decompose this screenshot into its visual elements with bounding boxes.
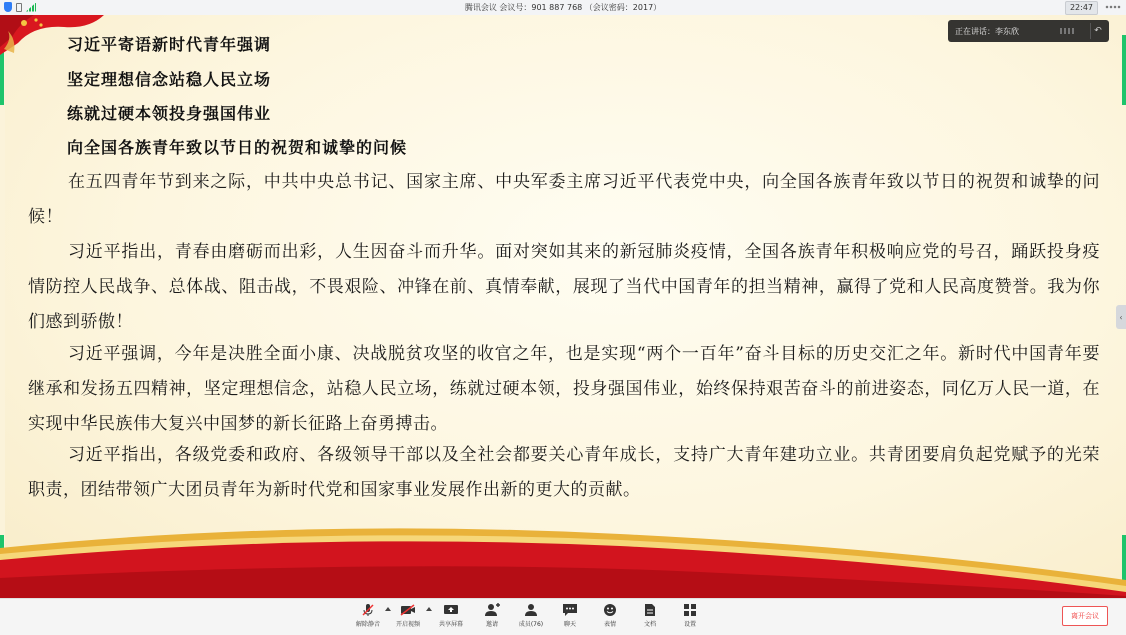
shared-screen (0, 15, 1126, 598)
window-menu-icon[interactable] (1105, 3, 1121, 11)
share-screen-button[interactable] (431, 603, 471, 633)
emoji-label: 表情 (603, 621, 616, 628)
slide-heading-2: 坚定理想信念站稳人民立场 (67, 70, 272, 89)
speaker-label: 正在讲话：李东欣 (955, 27, 1019, 36)
slide-paragraph-2: 习近平指出，青春由磨砺而出彩，人生因奋斗而升华。面对突如其来的新冠肺炎疫情，全国各族青年积极响应党的号召，踊跃投身疫情防控人民战争、总体战、阻击战，不畏艰险、冲锋在前、真情奉献，展现了当代中国青年的担当精神，赢得了党和人民高度赞誉。我为你们感到骄傲！ (28, 242, 1100, 332)
speaker-indicator (948, 20, 1109, 42)
chat-label: 聊天 (563, 621, 576, 628)
share-screen-label: 共享屏幕 (438, 621, 463, 628)
settings-label: 设置 (683, 621, 696, 628)
add-user-icon (484, 603, 500, 617)
collapse-panel-handle[interactable]: ‹ (1116, 305, 1126, 329)
slide-paragraph-3: 习近平强调，今年是决胜全面小康、决战脱贫攻坚的收官之年，也是实现“两个一百年”奋斗目标的历史交汇之年。新时代中国青年要继承和发扬五四精神，坚定理想信念，站稳人民立场，练就过硬本领，投身强国伟业，始终保持艰苦奋斗的前进姿态，同亿万人民一道，在实现中华民族伟大复兴中国梦的新长征路上奋勇搏击。 (28, 344, 1100, 434)
start-video-label: 开启视频 (395, 621, 420, 628)
meeting-timer: 22:47 (1065, 1, 1098, 15)
emoji-icon (602, 603, 618, 617)
documents-label: 文档 (643, 621, 656, 628)
chat-button[interactable] (550, 603, 590, 633)
members-button[interactable] (511, 603, 551, 633)
audio-level-icon (1060, 28, 1076, 34)
invite-label: 邀请 (485, 621, 498, 628)
title-bar (0, 0, 1126, 16)
start-video-button[interactable] (388, 603, 428, 633)
chat-icon (562, 603, 578, 617)
documents-button[interactable] (630, 603, 670, 633)
slide-paragraph-4: 习近平指出，各级党委和政府、各级领导干部以及全社会都要关心青年成长，支持广大青年建功立业。共青团要肩负起党赋予的光荣职责，团结带领广大团员青年为新时代党和国家事业发展作出新的更大的贡献。 (28, 445, 1100, 500)
settings-icon (682, 603, 698, 617)
meeting-title: 腾讯会议 会议号：901 887 768 （会议密码：2017） (464, 3, 662, 12)
slide-heading-1: 习近平寄语新时代青年强调 (67, 35, 272, 54)
slide-heading-4: 向全国各族青年致以节日的祝贺和诚挚的问候 (67, 138, 408, 157)
document-icon (642, 603, 658, 617)
meeting-toolbar (0, 598, 1126, 635)
invite-button[interactable] (472, 603, 512, 633)
members-icon (523, 603, 539, 617)
members-label: 成员(76) (518, 621, 544, 628)
share-border-marker (1122, 35, 1126, 105)
mic-muted-icon (360, 603, 376, 617)
camera-off-icon (400, 603, 416, 617)
wave-decoration (0, 518, 1126, 598)
emoji-button[interactable] (590, 603, 630, 633)
leave-meeting-button[interactable]: 离开会议 (1062, 606, 1108, 626)
unmute-label: 解除静音 (355, 621, 380, 628)
settings-button[interactable] (670, 603, 710, 633)
unmute-button[interactable] (348, 603, 388, 633)
slide-heading-3: 练就过硬本领投身强国伟业 (67, 104, 272, 123)
slide-paragraph-1: 在五四青年节到来之际，中共中央总书记、国家主席、中央军委主席习近平代表党中央，向全国各族青年致以节日的祝贺和诚挚的问候！ (28, 172, 1100, 227)
back-arrow-icon[interactable]: ↶ (1090, 23, 1105, 39)
share-screen-icon (443, 603, 459, 617)
